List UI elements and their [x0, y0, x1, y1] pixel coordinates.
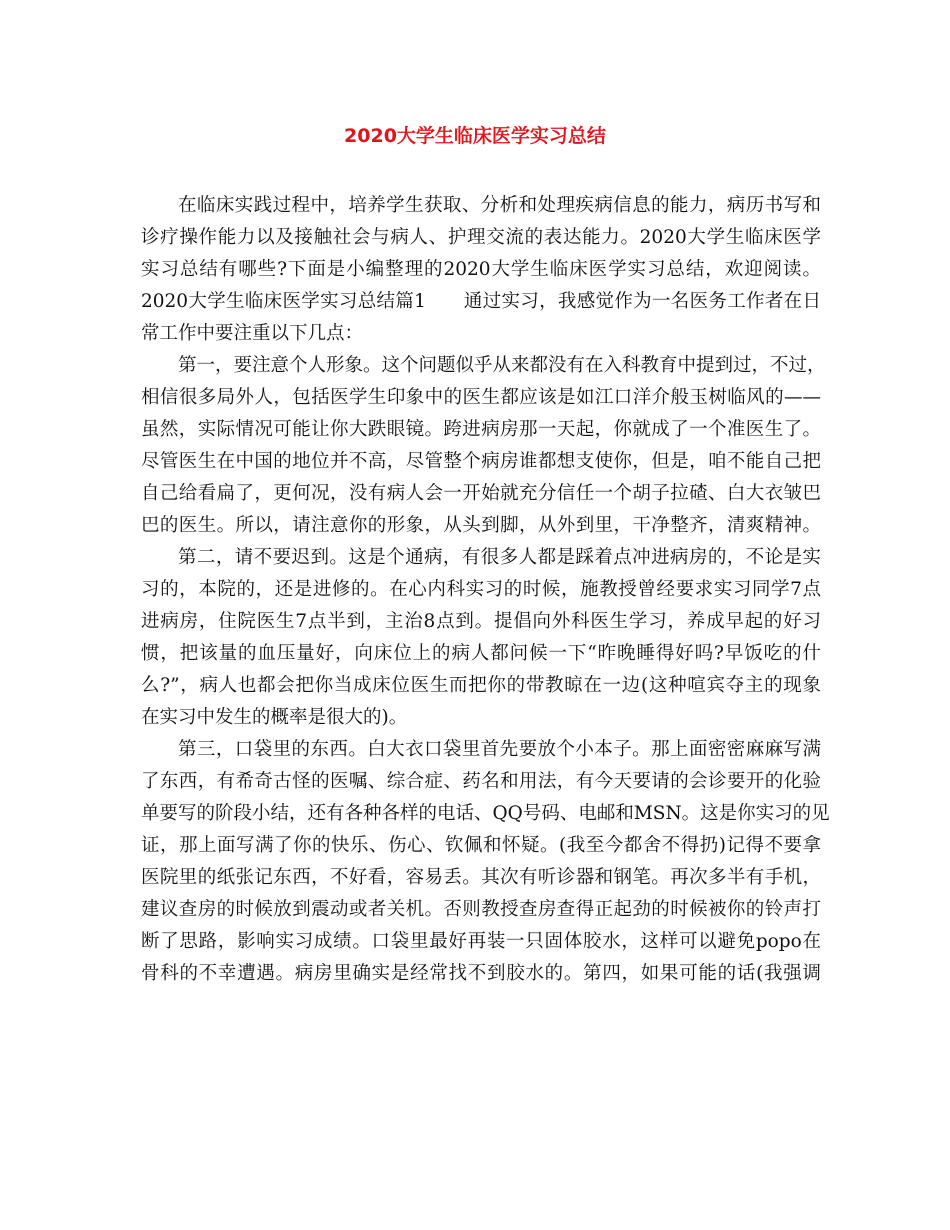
text-line: 第三，口袋里的东西。白大衣口袋里首先要放个小本子。那上面密密麻麻写满 [178, 739, 821, 760]
text-line: 进病房，住院医生7点半到，主治8点到。提倡向外科医生学习，养成早起的好习 [141, 611, 821, 632]
text-line: 虽然，实际情况可能让你大跌眼镜。跨进病房那一天起，你就成了一个准医生了。 [141, 419, 821, 440]
text-line: 2020大学生临床医学实习总结篇1 通过实习，我感觉作为一名医务工作者在日 [141, 291, 821, 312]
text-line: 建议查房的时候放到震动或者关机。否则教授查房查得正起劲的时候被你的铃声打 [141, 899, 821, 920]
text-line: 惯，把该量的血压量好，向床位上的病人都问候一下“昨晚睡得好吗?早饭吃的什 [141, 643, 821, 664]
text-line: 在实习中发生的概率是很大的)。 [141, 707, 408, 728]
text-line: 巴的医生。所以，请注意你的形象，从头到脚，从外到里，干净整齐，清爽精神。 [141, 515, 821, 536]
text-line: 单要写的阶段小结，还有各种各样的电话、QQ号码、电邮和MSN。这是你实习的见 [141, 803, 830, 824]
text-line: 实习总结有哪些?下面是小编整理的2020大学生临床医学实习总结，欢迎阅读。 [141, 259, 821, 280]
text-line: 断了思路，影响实习成绩。口袋里最好再装一只固体胶水，这样可以避免popo在 [141, 931, 821, 952]
text-line: 在临床实践过程中，培养学生获取、分析和处理疾病信息的能力，病历书写和 [178, 195, 821, 216]
text-line: 习的，本院的，还是进修的。在心内科实习的时候，施教授曾经要求实习同学7点 [141, 579, 821, 600]
document-title: 2020大学生临床医学实习总结 [344, 125, 606, 147]
text-line: 证，那上面写满了你的快乐、伤心、钦佩和怀疑。(我至今都舍不得扔)记得不要拿 [141, 835, 821, 856]
text-line: 相信很多局外人，包括医学生印象中的医生都应该是如江口洋介般玉树临风的—— [141, 387, 821, 408]
text-line: 自己给看扁了，更何况，没有病人会一开始就充分信任一个胡子拉碴、白大衣皱巴 [141, 483, 821, 504]
text-line: 常工作中要注重以下几点： [141, 323, 364, 344]
text-line: 第二，请不要迟到。这是个通病，有很多人都是踩着点冲进病房的，不论是实 [178, 547, 821, 568]
text-line: 了东西，有希奇古怪的医嘱、综合症、药名和用法，有今天要请的会诊要开的化验 [141, 771, 821, 792]
text-line: 诊疗操作能力以及接触社会与病人、护理交流的表达能力。2020大学生临床医学 [141, 227, 821, 248]
text-line: 尽管医生在中国的地位并不高，尽管整个病房谁都想支使你，但是，咱不能自己把 [141, 451, 821, 472]
text-line: 医院里的纸张记东西，不好看，容易丢。其次有听诊器和钢笔。再次多半有手机， [141, 867, 821, 888]
document-body [141, 190, 830, 990]
text-line: 么?”，病人也都会把你当成床位医生而把你的带教晾在一边(这种喧宾夺主的现象 [141, 675, 821, 696]
text-line: 第一，要注意个人形象。这个问题似乎从来都没有在入科教育中提到过，不过， [178, 355, 826, 376]
text-line: 骨科的不幸遭遇。病房里确实是经常找不到胶水的。第四，如果可能的话(我强调 [141, 963, 821, 984]
